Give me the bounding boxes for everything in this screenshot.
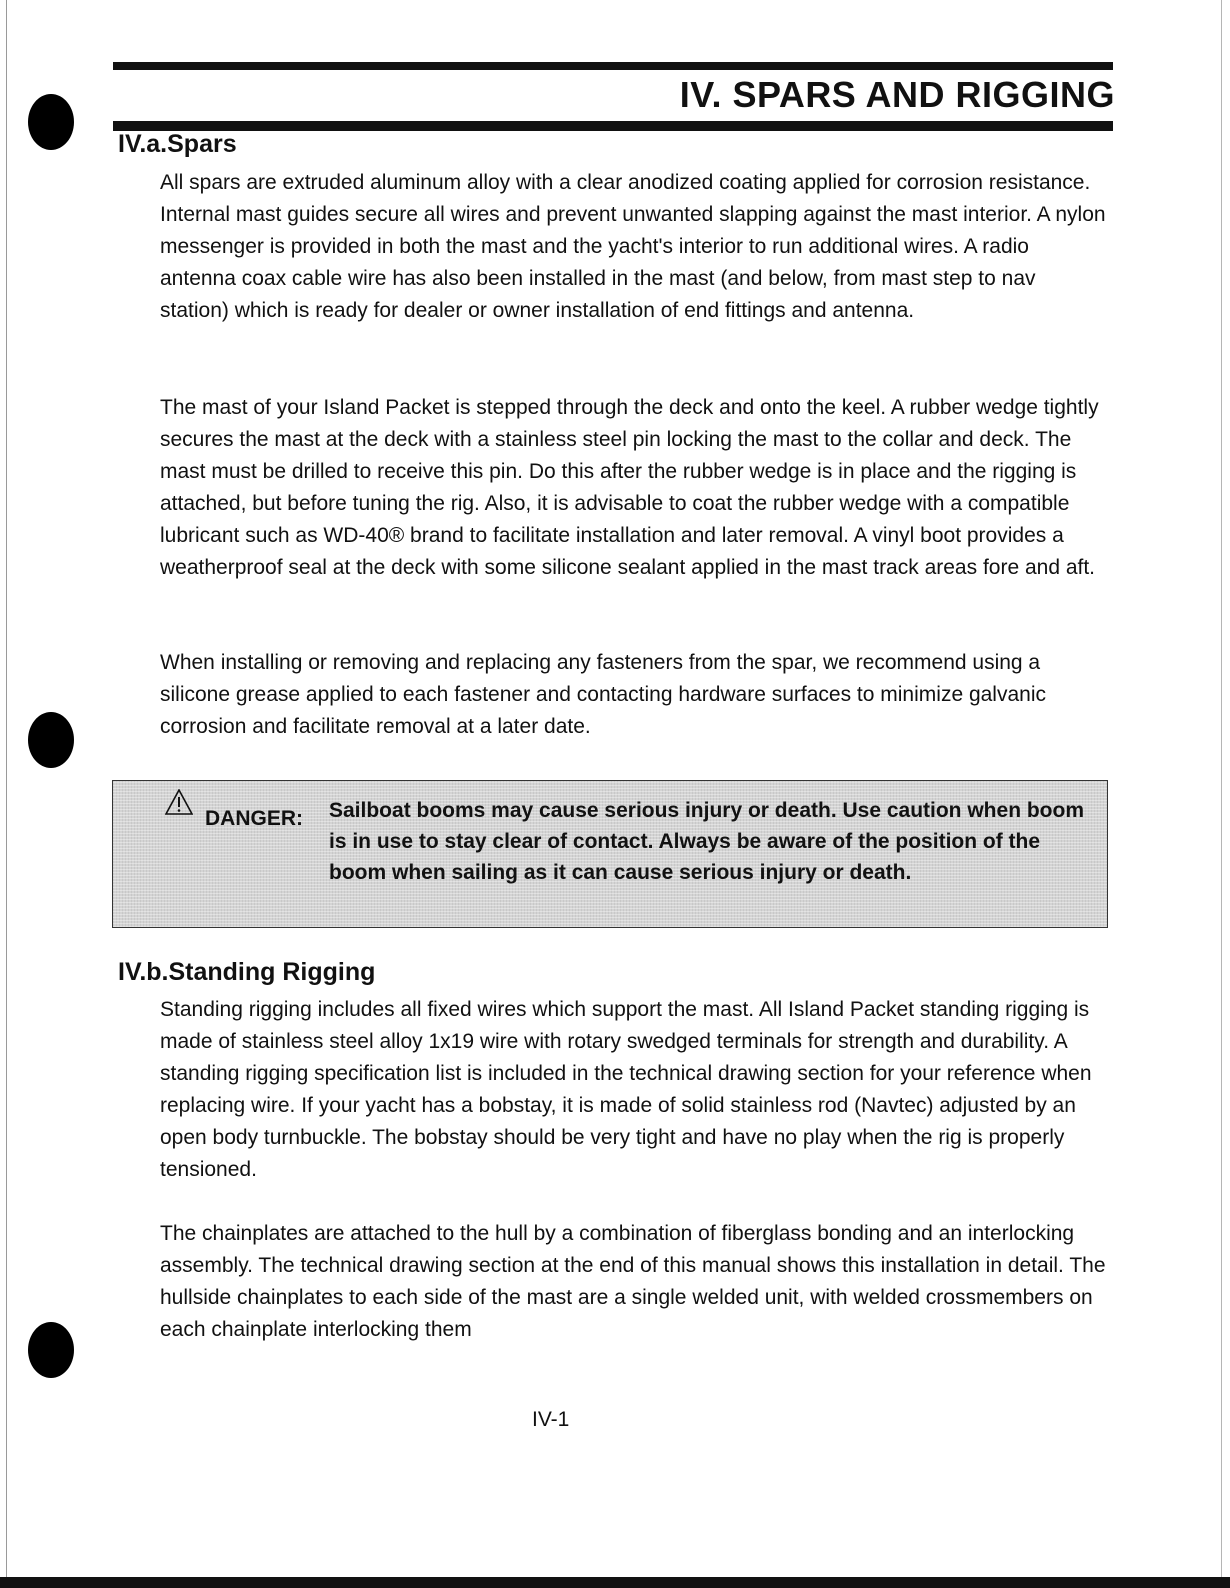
section-heading-spars: IV.a.Spars	[118, 130, 237, 158]
page-number: IV-1	[532, 1408, 570, 1431]
danger-label: DANGER:	[205, 807, 303, 830]
binder-hole-top	[28, 94, 74, 150]
danger-notice	[112, 780, 1108, 928]
binder-hole-middle	[28, 712, 74, 768]
danger-text: Sailboat booms may cause serious injury or death. Use caution when boom is in use to stay clear of contact. Always be aware of the position of the boom when sailing as it can cause serious injury or death.	[329, 799, 1085, 884]
binder-hole-bottom	[28, 1322, 74, 1378]
page-left-edge	[6, 0, 7, 1588]
page-right-edge	[1221, 0, 1222, 1588]
rigging-paragraph-2: The chainplates are attached to the hull by a combination of fiberglass bonding and an interlocking assembly. The technical drawing section at the end of this manual shows this installation in detail. The hullside chainplates to each side of the mast are a single welded unit, with welded crossmembers on each chainplate interlocking them	[160, 1222, 1106, 1341]
header-rule-bottom	[113, 121, 1113, 131]
section-heading-standing-rigging: IV.b.Standing Rigging	[118, 958, 376, 986]
spars-paragraph-3: When installing or removing and replacing any fasteners from the spar, we recommend using a silicone grease applied to each fastener and contacting hardware surfaces to minimize galvanic corrosion and facilitate removal at a later date.	[160, 651, 1046, 738]
chapter-title: IV. SPARS AND RIGGING	[679, 74, 1115, 115]
spars-paragraph-1: All spars are extruded aluminum alloy with a clear anodized coating applied for corrosion resistance. Internal mast guides secure all wires and prevent unwanted slapping against the mast interior. A nylon messenger is provided in both the mast and the yacht's interior to run additional wires. A radio antenna coax cable wire has also been installed in the mast (and below, from mast step to nav station) which is ready for dealer or owner installation of end fittings and antenna.	[160, 171, 1106, 322]
rigging-paragraph-1: Standing rigging includes all fixed wires which support the mast. All Island Packet standing rigging is made of stainless steel alloy 1x19 wire with rotary swedged terminals for strength and durability. A standing rigging specification list is included in the technical drawing section for your reference when replacing wire. If your yacht has a bobstay, it is made of solid stainless rod (Navtec) adjusted by an open body turnbuckle. The bobstay should be very tight and have no play when the rig is properly tensioned.	[160, 998, 1092, 1181]
spars-paragraph-2: The mast of your Island Packet is stepped through the deck and onto the keel. A rubber wedge tightly secures the mast at the deck with a stainless steel pin locking the mast to the collar and deck. The mast must be drilled to receive this pin. Do this after the rubber wedge is in place and the rigging is attached, but before tuning the rig. Also, it is advisable to coat the rubber wedge with a compatible lubricant such as WD-40® brand to facilitate installation and later removal. A vinyl boot provides a weatherproof seal at the deck with some silicone sealant applied in the mast track areas fore and aft.	[160, 396, 1099, 579]
page-bottom-edge	[0, 1577, 1230, 1588]
warning-triangle-icon	[165, 789, 193, 815]
header-rule-top	[113, 62, 1113, 70]
